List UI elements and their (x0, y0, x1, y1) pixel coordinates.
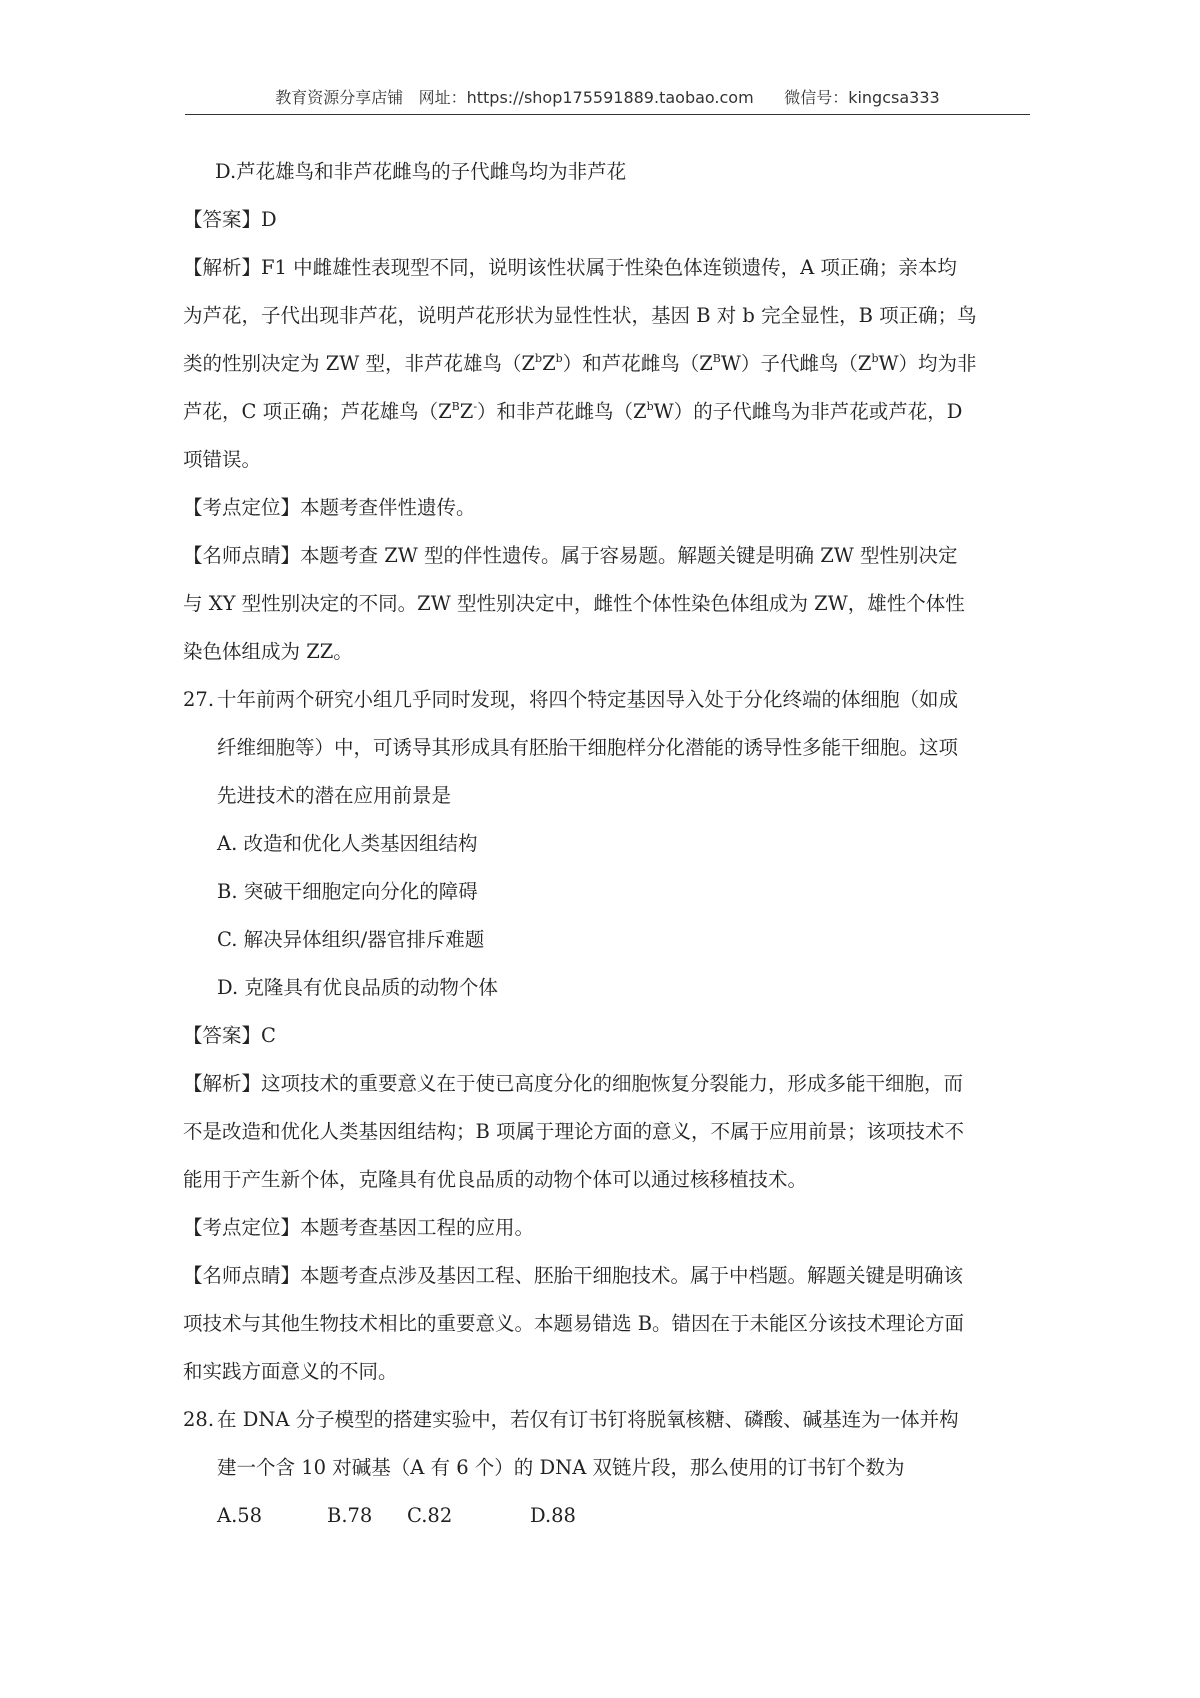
q26-kaodian: 【考点定位】本题考查伴性遗传。 (183, 496, 476, 519)
q28-options (183, 1492, 1028, 1540)
q26-analysis-line: 类的性别决定为 ZW 型，非芦花雄鸟$(Z^bZ^b)$和芦花雌鸟$(Z^BW)$子代雌鸟$(Z^bW)$均为非 (183, 351, 977, 375)
q27-mingshi-line: 【名师点睛】本题考查点涉及基因工程、胚胎干细胞技术。属于中档题。解题关键是明确该 (183, 1264, 964, 1287)
q28-number: 28. (183, 1408, 215, 1431)
q27-mingshi-line: 和实践方面意义的不同。 (183, 1360, 398, 1383)
page-header (185, 86, 1030, 115)
q26-analysis-line: 项错误。 (183, 448, 262, 471)
q26-mingshi-line: 与 XY 型性别决定的不同。ZW 型性别决定中，雌性个体性染色体组成为 ZW，雄性个体性 (183, 592, 965, 615)
q27-stem-line: 先进技术的潜在应用前景是 (217, 784, 452, 807)
q27-kaodian: 【考点定位】本题考查基因工程的应用。 (183, 1216, 535, 1239)
q27-analysis-line: 【解析】这项技术的重要意义在于使已高度分化的细胞恢复分裂能力，形成多能干细胞，而 (183, 1072, 964, 1095)
q28-option-b: B.78 (327, 1504, 373, 1527)
q28-option-c: C.82 (407, 1504, 453, 1527)
q26-mingshi-line: 染色体组成为 ZZ。 (183, 640, 353, 663)
header-wechat-label: 微信号： (784, 88, 849, 107)
q27-answer: 【答案】C (183, 1024, 276, 1047)
q26-analysis-line: 【解析】F1 中雌雄性表现型不同，说明该性状属于性染色体连锁遗传，A 项正确；亲本均 (183, 256, 957, 279)
header-url[interactable]: https://shop175591889.taobao.com (466, 88, 754, 107)
q26-answer: 【答案】D (183, 208, 277, 231)
q27-stem-line: 27. 十年前两个研究小组几乎同时发现，将四个特定基因导入处于分化终端的体细胞（如成 (183, 676, 1028, 724)
q26-analysis-line: 芦花，C 项正确；芦花雄鸟$(Z^BZ^-)$和非芦花雌鸟$(Z^bW)$的子代雌鸟为非芦花或芦花，D (183, 399, 963, 423)
q27-mingshi-line: 项技术与其他生物技术相比的重要意义。本题易错选 B。错因在于未能区分该技术理论方面 (183, 1312, 965, 1335)
header-shop: 教育资源分享店铺 (275, 88, 404, 107)
q27-option-d: D. 克隆具有优良品质的动物个体 (217, 976, 498, 999)
q28-stem-line: 28. 在 DNA 分子模型的搭建实验中，若仅有订书钉将脱氧核糖、磷酸、碱基连为一体并构 (183, 1396, 1028, 1444)
q26-option-d: D.芦花雄鸟和非芦花雌鸟的子代雌鸟均为非芦花 (215, 160, 627, 183)
q28-option-a: A.58 (217, 1504, 263, 1527)
q28-stem-line: 建一个含 10 对碱基（A 有 6 个）的 DNA 双链片段，那么使用的订书钉个数为 (217, 1456, 905, 1479)
q28-option-d: D.88 (530, 1504, 576, 1527)
q27-analysis-line: 不是改造和优化人类基因组结构；B 项属于理论方面的意义，不属于应用前景；该项技术不 (183, 1120, 965, 1143)
q27-option-a: A. 改造和优化人类基因组结构 (217, 832, 478, 855)
header-wechat: kingcsa333 (848, 88, 940, 107)
header-url-label: 网址： (418, 88, 467, 107)
q27-analysis-line: 能用于产生新个体，克隆具有优良品质的动物个体可以通过核移植技术。 (183, 1168, 808, 1191)
q27-option-c: C. 解决异体组织/器官排斥难题 (217, 928, 485, 951)
q26-mingshi-line: 【名师点睛】本题考查 ZW 型的伴性遗传。属于容易题。解题关键是明确 ZW 型性别决定 (183, 544, 958, 567)
document-body (183, 148, 1028, 1540)
q27-option-b: B. 突破干细胞定向分化的障碍 (217, 880, 478, 903)
q26-analysis-line: 为芦花，子代出现非芦花，说明芦花形状为显性性状，基因 B 对 b 完全显性，B 项正确；鸟 (183, 304, 977, 327)
q27-stem-line: 纤维细胞等）中，可诱导其形成具有胚胎干细胞样分化潜能的诱导性多能干细胞。这项 (217, 736, 959, 759)
q27-number: 27. (183, 688, 215, 711)
